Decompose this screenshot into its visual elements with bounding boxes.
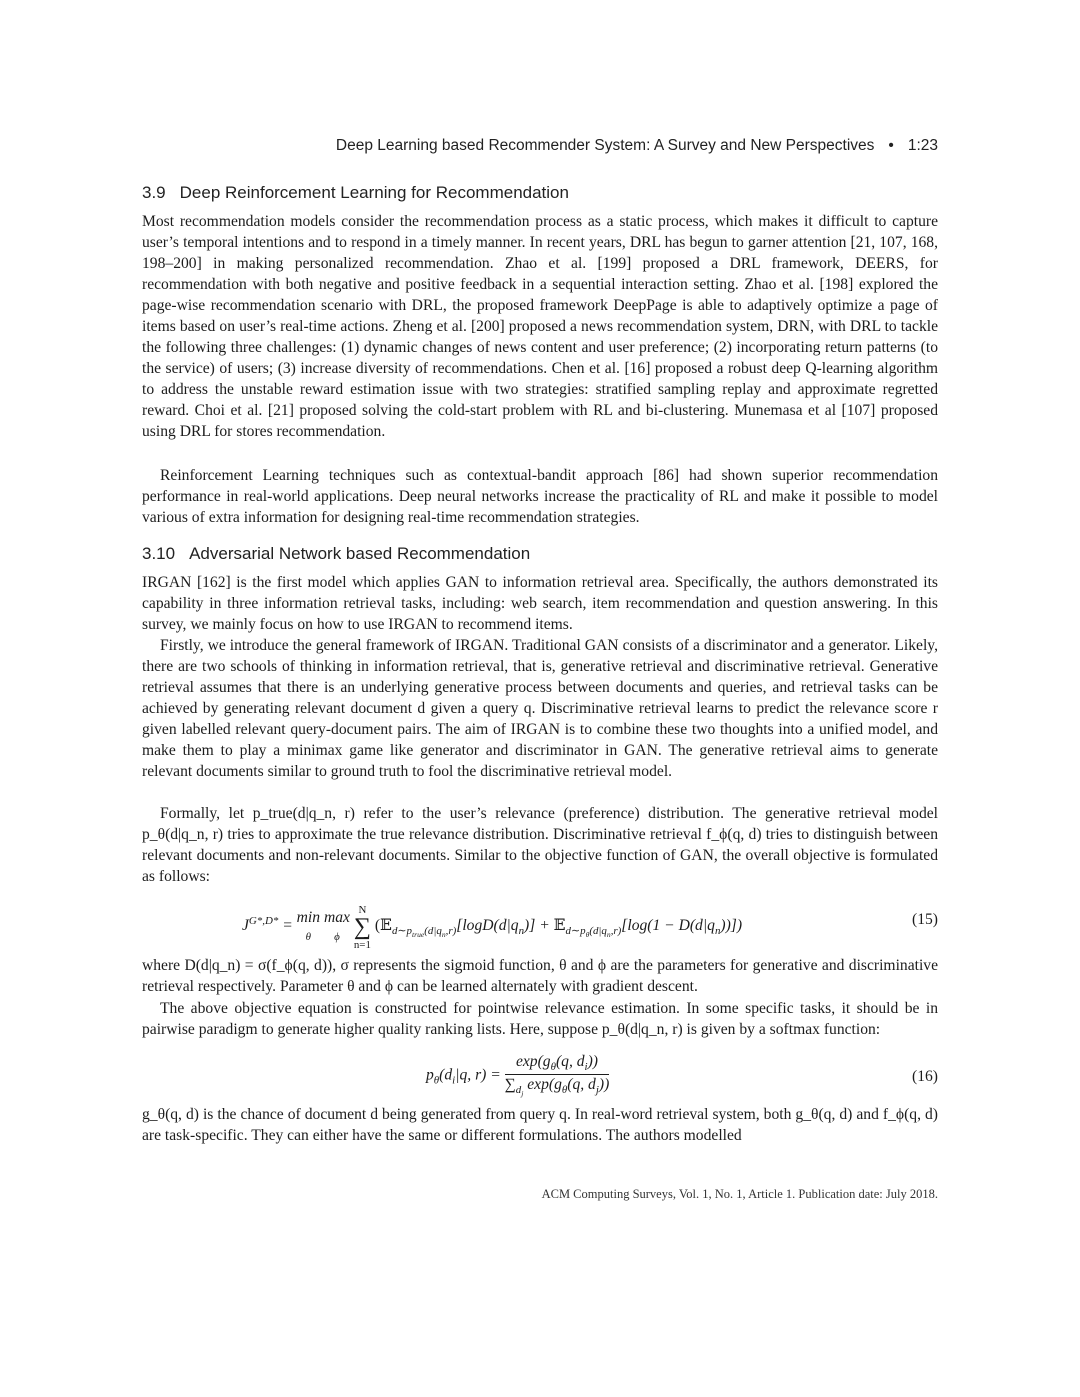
running-head-title: Deep Learning based Recommender System: A Survey and New Perspectives [335,137,875,154]
equation-15-body: $J^{G*,D*} = \min$ θ max ϕ N ∑ n=1 ($𝔼_{d\sim p_{true}(d|q_n,r)}[\log D(d|q_n)]$ + 𝔼$_{d\sim p_\theta(d|q_n,r)}$[log(1 − $D(d|q_n)$)]) [242,904,743,951]
equation-16-body: $p_\theta(d_i|q$, r) = $\frac{\exp(g_\theta(q, d_i))}{\sum_{d_j} \exp(g_\theta(q, d_j))}$ [426,1053,610,1099]
paragraph-drl-2: Reinforcement Learning techniques such as contextual-bandit approach [86] had shown superior recommendation performance in real-world applications. Deep neural networks increase the practicality of RL and make it possible to model various of extra information for designing real-time recommendation strategies. [142,467,938,526]
paragraph-gan-1: IRGAN [162] is the first model which applies GAN to information retrieval area. Specifically, the authors demonstrated its capability in three information retrieval tasks, including: web search, item recommendation and question answering. In this survey, we mainly focus on how to use IRGAN to recommend items. [142,574,938,633]
paragraph-gan-4: where D(d|q_n) = σ(f_ϕ(q, d)), σ represents the sigmoid function, θ and ϕ are the parameters for generative and discriminative retrieval respectively. Parameter θ and ϕ can be learned alternately with gradient descent. [142,957,938,995]
page-footer: ACM Computing Surveys, Vol. 1, No. 1, Article 1. Publication date: July 2018. [541,1187,938,1201]
paragraph-gan-3: Formally, let p_true(d|q_n, r) refer to the user’s relevance (preference) distribution. The generative retrieval model p_θ(d|q_n, r) tries to approximate the true relevance distribution. Discriminative retrieval f_ϕ(q, d) tries to distinguish between relevant documents and non-relevant documents. Similar to the objective function of GAN, the overall objective is formulated as follows: [142,805,938,885]
section-heading-3-9: 3.9 Deep Reinforcement Learning for Recommendation [142,183,569,202]
paragraph-gan-6: g_θ(q, d) is the chance of document d being generated from query q. In real-word retrieval system, both g_θ(q, d) and f_ϕ(q, d) are task-specific. They can either have the same or different formulations. The authors modelled [142,1106,938,1144]
equation-15 [142,895,938,955]
equation-15-tag: (15) [912,911,938,928]
running-head: Deep Learning based Recommender System: A Survey and New Perspectives • 1:23 [335,137,938,154]
paragraph-drl-1: Most recommendation models consider the recommendation process as a static process, which makes it difficult to capture user’s temporal intentions and to respond in a timely manner. In recent years, DRL has begun to garner attention [21, 107, 168, 198–200] in making personalized recommendation. Zhao et al. [199] proposed a DRL framework, DEERS, for recommendation with both negative and positive feedback in a sequential interaction setting. Zhao et al. [198] explored the page-wise recommendation scenario with DRL, the proposed framework DeepPage is able to adaptively optimize a page of items based on user’s real-time actions. Zheng et al. [200] proposed a news recommendation system, DRN, with DRL to tackle the following three challenges: (1) dynamic changes of news content and user preference; (2) incorporating return patterns (to the service) of users; (3) increase diversity of recommendations. Chen et al. [16] proposed a robust deep Q-learning algorithm to address the unstable reward estimation issue with two strategies: stratified sampling replay and approximate regretted reward. Choi et al. [21] proposed solving the cold-start problem with RL and bi-clustering. Munemasa et al [107] proposed using DRL for stores recommendation. [142,213,938,440]
paragraph-gan-5: The above objective equation is constructed for pointwise relevance estimation. In some specific tasks, it should be in pairwise paradigm to generate higher quality ranking lists. Here, suppose p_θ(d|q_n, r) is given by a softmax function: [142,1000,938,1038]
paragraph-gan-2: Firstly, we introduce the general framework of IRGAN. Traditional GAN consists of a discriminator and a generator. Likely, there are two schools of thinking in information retrieval, that is, generative retrieval and discriminative retrieval. Generative retrieval assumes that there is an underlying generative process between documents and queries, and retrieval tasks can be achieved by generating relevant document d given a query q. Discriminative retrieval learns to predict the relevance score r given labelled relevant query-document pairs. The aim of IRGAN is to combine these two thoughts into a unified model, and make them to play a minimax game like generator and discriminator in GAN. The generative retrieval aims to generate relevant documents similar to ground truth to fool the discriminative retrieval model. [142,637,938,780]
section-heading-3-10: 3.10 Adversarial Network based Recommendation [142,544,531,563]
equation-16-tag: (16) [912,1068,938,1085]
page-number: 1:23 [907,137,938,154]
